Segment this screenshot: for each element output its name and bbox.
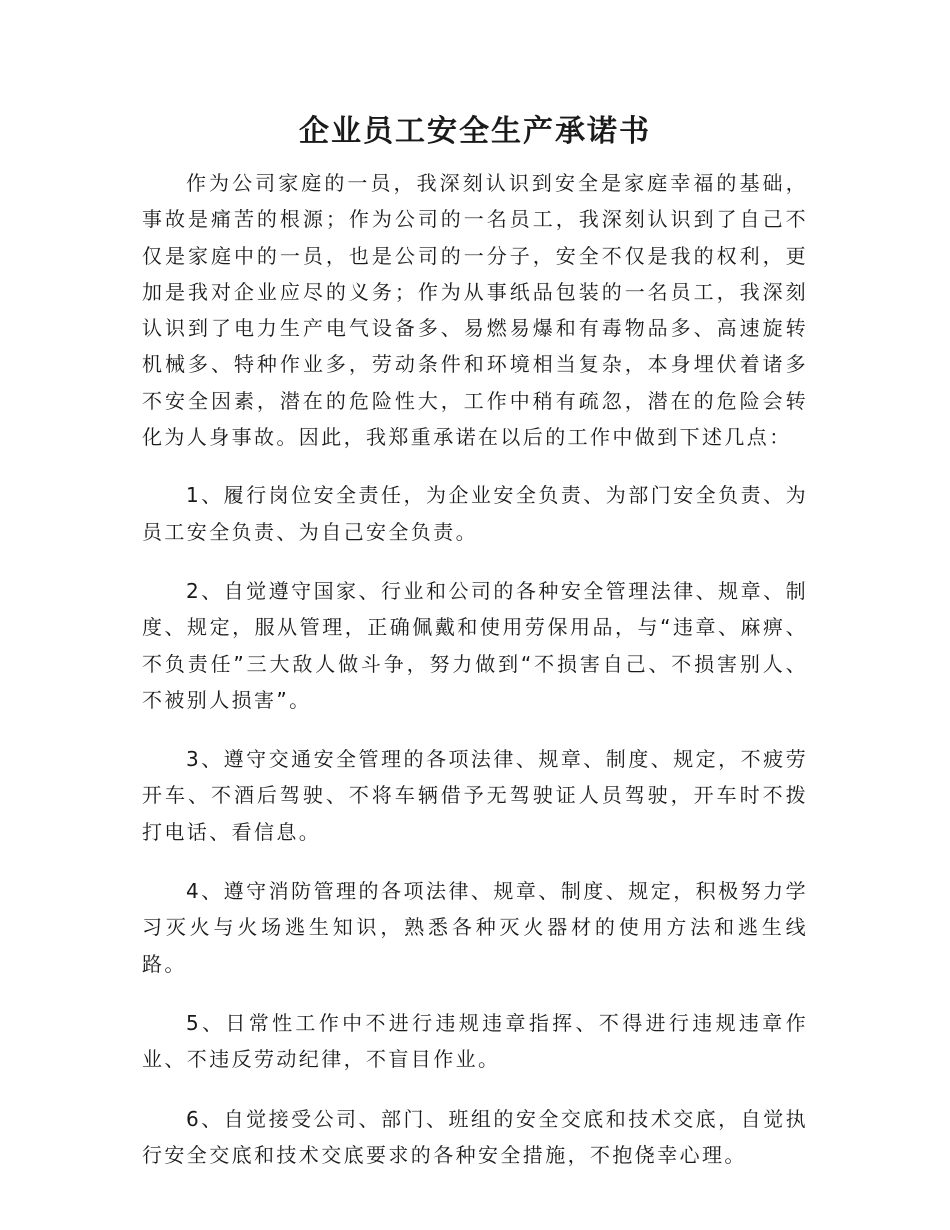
document-body — [142, 165, 808, 1196]
document-title: 企业员工安全生产承诺书 — [299, 114, 651, 149]
commitment-item-1: 1、履行岗位安全责任，为企业安全负责、为部门安全负责、为员工安全负责、为自己安全负责。 — [142, 483, 808, 544]
commitment-item-3: 3、遵守交通安全管理的各项法律、规章、制度、规定，不疲劳开车、不酒后驾驶、不将车辆借予无驾驶证人员驾驶，开车时不拨打电话、看信息。 — [142, 747, 808, 844]
intro-paragraph: 作为公司家庭的一员，我深刻认识到安全是家庭幸福的基础，事故是痛苦的根源；作为公司的一名员工，我深刻认识到了自己不仅是家庭中的一员，也是公司的一分子，安全不仅是我的权利，更加是我对企业应尽的义务；作为从事纸品包装的一名员工，我深刻认识到了电力生产电气设备多、易燃易爆和有毒物品多、高速旋转机械多、特种作业多，劳动条件和环境相当复杂，本身埋伏着诸多不安全因素，潜在的危险性大，工作中稍有疏忽，潜在的危险会转化为人身事故。因此，我郑重承诺在以后的工作中做到下述几点： — [142, 171, 808, 450]
commitment-item-6: 6、自觉接受公司、部门、班组的安全交底和技术交底，自觉执行安全交底和技术交底要求的各种安全措施，不抱侥幸心理。 — [142, 1106, 808, 1167]
commitment-item-4: 4、遵守消防管理的各项法律、规章、制度、规定，积极努力学习灭火与火场逃生知识，熟悉各种灭火器材的使用方法和逃生线路。 — [142, 879, 808, 976]
commitment-item-5: 5、日常性工作中不进行违规违章指挥、不得进行违规违章作业、不违反劳动纪律，不盲目作业。 — [142, 1010, 808, 1072]
commitment-item-2: 2、自觉遵守国家、行业和公司的各种安全管理法律、规章、制度、规定，服从管理，正确佩戴和使用劳保用品，与“违章、麻痹、不负责任”三大敌人做斗争，努力做到“不损害自己、不损害别人、不被别人损害”。 — [142, 578, 808, 712]
